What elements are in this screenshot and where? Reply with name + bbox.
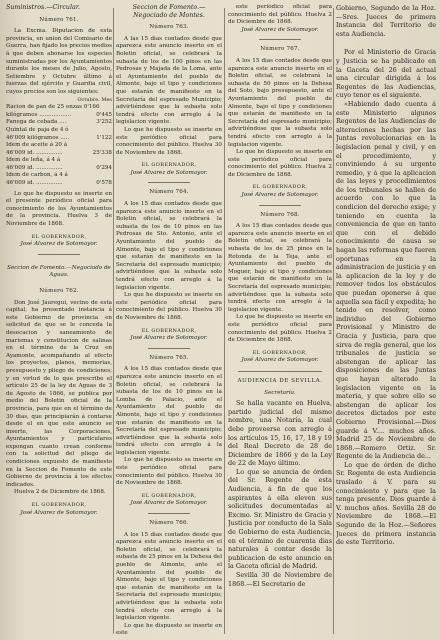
notice-closing: Lo que he dispuesto se inserte en este periódico oficial para conocimiento del público. Huelva 2 de Diciembre de 1868. (228, 149, 332, 178)
signature-name: José Alvarez de Sotomayor. (241, 192, 319, 199)
notice-closing: Lo que he dispuesto se inserte en este periódico oficial para conocimiento del público. Huelva 30 de Noviembre de 1868. (116, 126, 222, 156)
column-3 (228, 4, 332, 638)
column-rule (224, 8, 225, 634)
notice-closing: este periódico oficial para conocimiento del público. Huelva 2 de Diciembre de 1868. (228, 4, 332, 26)
notice-date: Sevilla 30 de Noviembre de 1868.—El Secretario de (228, 571, 332, 588)
price-row: 46'009 id. ............... 0'294 (6, 164, 112, 171)
notice-closing: Lo que he dispuesto se inserte en el presente periódico oficial para conocimiento de los Ayuntamientos de la provincia. Huelva 3 de Noviembre de 1868. (6, 190, 112, 228)
notice-date: Huelva 2 de Diciembre de 1868. (14, 489, 106, 496)
price-row: Fanega de cebada .... 3'252 (6, 119, 112, 126)
notice-body: «Habiendo dado cuenta á este Ministerio algunos Regentes de las Audiencias de alteraciones hechas por las Juntas revolucionarias en la legislacion penal y civil, y en el procedimiento, y conviniendo á su urgente remedio, y á que la aplicacion de las leyes y procedimientos de los tribunales se hallen de acuerdo con lo que la condicion del derecho exige; y teniendo en cuenta la conveniencia de que en tanto que con el debido conocimiento de causa se hagan las reformas que fueren oportunas en la administracion de justicia y en la aplicacion de la ley y de remover todos los obstáculos que puedan oponerse á que aquella sea fácil y expedita; he tenido en resolver, como individuo del Gobierno Provisional y Ministro de Gracia y Justicia, para que sirva de regla general, que los tribunales de justicia se abstengan de aplicar las disposiciones de las Juntas que hayan alterado la legislacion vigente en la materia, y que sobre ello se abstengan de aplicar los decretos dictados por este Gobierno Provisional.—Dios guarde á V.... muchos años. Madrid 25 de Noviembre de 1868.—Romero Ortiz. Sr. Regente de la Audiencia de... (336, 99, 436, 461)
notice-closing: Lo que he dispuesto se inserte en este periódico oficial para conocimiento del público. Huelva 30 de Noviembre de 1868. (116, 457, 222, 487)
signature-name: José Alvarez de Sotomayor. (20, 241, 98, 248)
divider (148, 348, 190, 349)
section-header: Suministros.—Circular. (6, 4, 81, 11)
divider (38, 254, 80, 255)
signature-name: José Alvarez de Sotomayor. (241, 26, 319, 33)
column-2 (116, 4, 222, 638)
notice-body: A las 15 dias contados desde que aparezca este anuncio inserto en el Boletin oficial, se celebrará la subasta de los de 100 pinos en las Pedrosas y Majada de la Loma, ante el Ayuntamiento del pueblo de Almonte, bajo el tipo y condiciones que estarán de manifiesto en la Secretaría del espresado Municipio; advirtiéndose que la subasta solo tendrá efecto con arreglo á la legislacion vigente. (116, 35, 222, 126)
signature-title: EL GOBERNADOR, (141, 162, 197, 169)
signature-name: José Alvarez de Sotomayor. (130, 335, 208, 342)
section-title: AUDIENCIA DE SEVILLA. (237, 377, 323, 384)
notice-number: Número 767. (260, 46, 300, 53)
signature-name: José Alvarez de Sotomayor. (20, 509, 98, 516)
notice-closing: Lo que he dispuesto se inserte en este periódico oficial para conocimiento del público. Huelva 30 de Noviembre de 1868. (116, 292, 222, 321)
price-row: Idem de carbon, á 4 á (6, 172, 68, 179)
divider (259, 39, 301, 40)
notice-body: Por el Ministerio de Gracia y Justicia se ha publicado en la Gaceta del 26 del actual una circular dirigida á los Regentes de las Audiencias, cuyo tenor es el siguiente. (336, 48, 436, 100)
notice-body: A los 15 dias contados desde que aparezca este anuncio inserto en el Boletin oficial, se celebrará la subasta de los de 10 pinos en la Lomba de Palacio, ante el Ayuntamiento del pueblo de Almonte, bajo el tipo y condiciones que estarán de manifiesto en la Secretaría del espresado municipio; advirtiéndose que la subasta solo tendrá efecto con arreglo á la legislacion vigente. (116, 366, 222, 456)
notice-body: La Excma. Diputacion de esta provincia, en union del Comisario de Guerra, han fijado los precios medios á que deben abonarse los especies suministradas por los Ayuntamientos durante los meses de Julio, Agosto, Setiembre y Octubre último á fuerzas del ejército y Guardia civil, cuyos precios son los siguientes: (6, 28, 112, 95)
notice-number: Número 766. (149, 520, 189, 527)
signature-title: EL GOBERNADOR, (31, 502, 87, 509)
column-4 (336, 4, 436, 638)
notice-number: Número 762. (39, 288, 79, 294)
section-subtitle: Secretaría. (264, 389, 296, 396)
signature-title: EL GOBERNADOR, (141, 492, 197, 499)
signature-name: José Alvarez de Sotomayor. (241, 357, 319, 364)
notice-number: Número 768. (260, 211, 300, 218)
notice-body: Se halla vacante en Huelva, partido judicial del mismo nombre, una Notaría, la cual debe proveerse con arreglo á los artículos 15, 16, 17, 18 y 19 del Real Decreto de 28 de Diciembre de 1866 y de la Ley de 22 de Mayo último. (228, 399, 332, 468)
signature-title: EL GOBERNADOR, (31, 233, 87, 240)
price-row: Idem de aceite á 20 á (6, 142, 68, 149)
notice-body: A los 15 dias contados desde que aparezca este anuncio inserto en el Boletin oficial, se celebrará la subasta de 50 pinos en la Dehesa del Soto, bajo presupuesto, ante el Ayuntamiento del pueblo de Almonte, bajo el tipo y condiciones que estarán de manifiesto en la Secretaría del espresado municipio; advirtiéndose que la subasta solo tendrá efecto con arreglo á la legislacion vigente. (228, 57, 332, 148)
signature-name: José Alvarez de Sotomayor. (130, 169, 208, 176)
column-rule (333, 8, 334, 634)
divider (148, 182, 190, 183)
divider (259, 205, 301, 206)
notice-body: Don José Jáuregui, vecino de esta capital, ha presentado instancia á este Gobierno de provincia en solicitud de que se le conceda la desecacion y saneamiento de marismas y constitucion de salinas en el término de la Cruz en Ayamonte, acompañando al efecto los proyectos, planos, memorias, presupuesto y pliego de condiciones; y en virtud de lo que prescribe el artículo 25 de la ley de Aguas de 3 de Agosto de 1866, se publica por medio del Boletin oficial de la provincia, para que en el término de 30 dias, que principiarán á contarse desde el en que este anuncio se inserte, las Corporaciones, Ayuntamientos y particulares expongan cuanto crean conforme con la solicitud del pliego de condiciones expuesto de manifiesto en la Seccion de Fomento de este Gobierno de provincia á los efectos indicados. (6, 299, 112, 488)
price-row: kilógramos .................. 0'445 (6, 111, 112, 118)
notice-number: Número 763. (149, 24, 189, 31)
notice-closing: Lo que he dispuesto se inserte en este (116, 622, 222, 637)
notice-number: Número 761. (39, 16, 79, 23)
notice-body: A los 15 dias contados desde que aparezca este anuncio inserto en el Boletin oficial, se celebrará la subasta de 25 pinos en la Dehesa del pueblo de Almonte, ante el Ayuntamiento del pueblo de Almonte, bajo el tipo y condiciones que estarán de manifiesto en la Secretaría del espresado municipio; advirtiéndose que la subasta solo tendrá efecto con arreglo á la legislacion vigente. (116, 531, 222, 622)
price-row: Quintal de paja de 4 ó (6, 126, 69, 133)
price-row: 46'009 id. ............... 25'338 (6, 149, 112, 156)
price-row: 46'009 id. ............... 0'578 (6, 180, 112, 187)
notice-body: Lo que se anuncia de órden del Sr. Regente de esta Audiencia, á fin de que los aspirantes á ella eleven sus solicitudes documentadas al Excmo. Sr. Ministro de Gracia y Justicia por conducto de la Sala de Gobierno de esta Audiencia, en el término de cuarenta dias naturales á contar desde la publicacion de este anuncio en la Gaceta oficial de Madrid. (228, 467, 332, 571)
price-row: 46'009 kilógramos ..... 1'122 (6, 134, 112, 141)
price-row: Racion de pan de 25 onzas 0'166 (6, 104, 100, 111)
price-list (6, 104, 112, 188)
signature-name: José Alvarez de Sotomayor. (130, 500, 208, 507)
notice-body: Lo que de órden de dicho Sr. Regente de esta Audiencia traslado á V. para su conocimiento y para que la tenga presente. Dios guarde á V. muchos años. Sevilla 28 de Noviembre de 1868.—El Segundo de la Hoz.—Señores Jueces de primera instancia de este Territorio. (336, 460, 436, 547)
notice-number: Número 765. (149, 354, 189, 361)
notice-body: A los 15 dias contados desde que aparezca este anuncio inserto en el Boletin oficial, se celebrará la subasta de los de 25 pinos en la Rotonda de la Teja, ante el Ayuntamiento del pueblo de Moguer, bajo el tipo y condiciones que estarán de manifiesto en la Secretaría del espresado municipio; advirtiéndose que la subasta solo tendrá efecto con arreglo á la legislacion vigente. (228, 223, 332, 313)
divider (148, 513, 190, 514)
notice-number: Número 764. (149, 189, 189, 196)
price-row: Idem de leña, á 4 á (6, 157, 61, 164)
section-header: Seccion de Fomento.—Negociado de Aguas. (7, 264, 111, 279)
notice-body: Gobierno, Segundo de la Hoz. —Sres. Jueces de primera Instancia del Territorio de esta Audiencia. (336, 4, 436, 38)
section-header: Seccion de Fomento.—Negociado de Montes. (132, 4, 206, 19)
signature-title: EL GOBERNADOR, (252, 349, 308, 356)
notice-note: Octubre. Mes (77, 96, 112, 103)
signature-title: EL GOBERNADOR, (141, 327, 197, 334)
divider (238, 371, 321, 372)
notice-closing: Lo que he dispuesto se inserte en este periódico oficial para conocimiento del público. Huelva 2 de Diciembre de 1868. (228, 314, 332, 344)
column-rule (113, 8, 114, 634)
column-1 (6, 4, 112, 638)
notice-body: A los 15 dias contados desde que aparezca este anuncio inserto en el Boletin oficial, se celebrará la subasta de los de 10 pinos en las Pedrosas de Sto. Antonio, ante el Ayuntamiento del pueblo de Almonte, bajo el tipo y condiciones que estarán de manifiesto en la Secretaría del espresado municipio; advirtiéndose que la subasta solo tendrá efecto con arreglo á la legislacion vigente. (116, 201, 222, 291)
signature-title: EL GOBERNADOR, (252, 184, 308, 191)
